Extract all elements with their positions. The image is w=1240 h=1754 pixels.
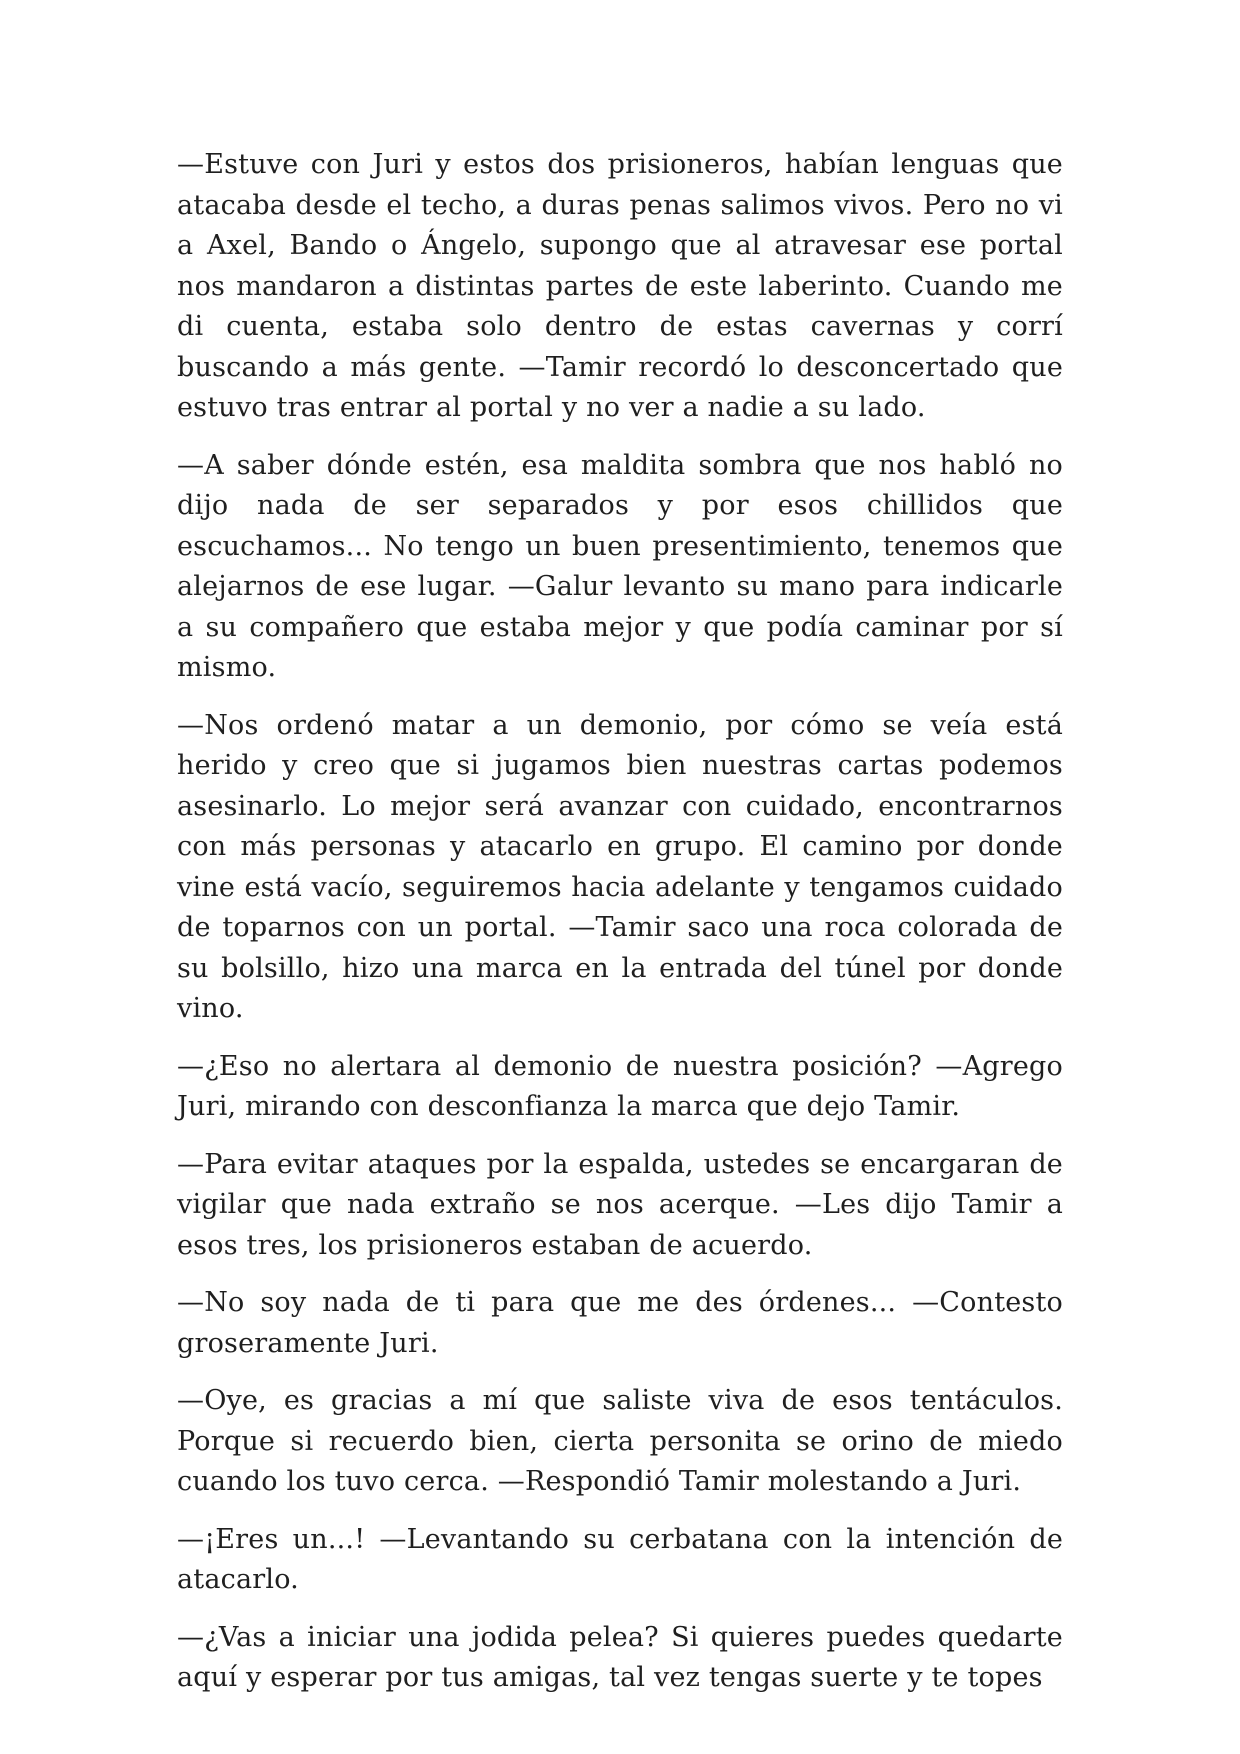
paragraph-5: —Para evitar ataques por la espalda, ustedes se encargaran de vigilar que nada extraño se nos acerque. —Les dijo Tamir a esos tres, los prisioneros estaban de acuerdo. <box>177 1148 1063 1261</box>
paragraph-9: —¿Vas a iniciar una jodida pelea? Si quieres puedes quedarte aquí y esperar por tus amigas, tal vez tengas suerte y te topes <box>177 1621 1063 1693</box>
paragraph-6: —No soy nada de ti para que me des órdenes... —Contesto groseramente Juri. <box>177 1287 1063 1359</box>
page-text <box>177 145 1063 1716</box>
paragraph-4: —¿Eso no alertara al demonio de nuestra posición? —Agrego Juri, mirando con desconfianza la marca que dejo Tamir. <box>177 1050 1063 1122</box>
paragraph-1: —Estuve con Juri y estos dos prisioneros, habían lenguas que atacaba desde el techo, a duras penas salimos vivos. Pero no vi a Axel, Bando o Ángelo, supongo que al atravesar ese portal nos mandaron a distintas partes de este laberinto. Cuando me di cuenta, estaba solo dentro de estas cavernas y corrí buscando a más gente. —Tamir recordó lo desconcertado que estuvo tras entrar al portal y no ver a nadie a su lado. <box>177 149 1063 423</box>
paragraph-7: —Oye, es gracias a mí que saliste viva de esos tentáculos. Porque si recuerdo bien, cierta personita se orino de miedo cuando los tuvo cerca. —Respondió Tamir molestando a Juri. <box>177 1385 1063 1497</box>
paragraph-8: —¡Eres un...! —Levantando su cerbatana con la intención de atacarlo. <box>177 1523 1063 1595</box>
paragraph-3: —Nos ordenó matar a un demonio, por cómo se veía está herido y creo que si jugamos bien nuestras cartas podemos asesinarlo. Lo mejor será avanzar con cuidado, encontrarnos con más personas y atacarlo en grupo. El camino por donde vine está vacío, seguiremos hacia adelante y tengamos cuidado de toparnos con un portal. —Tamir saco una roca colorada de su bolsillo, hizo una marca en la entrada del túnel por donde vino. <box>177 709 1063 1024</box>
paragraph-2: —A saber dónde estén, esa maldita sombra que nos habló no dijo nada de ser separados y por esos chillidos que escuchamos... No tengo un buen presentimiento, tenemos que alejarnos de ese lugar. —Galur levanto su mano para indicarle a su compañero que estaba mejor y que podía caminar por sí mismo. <box>177 449 1063 683</box>
